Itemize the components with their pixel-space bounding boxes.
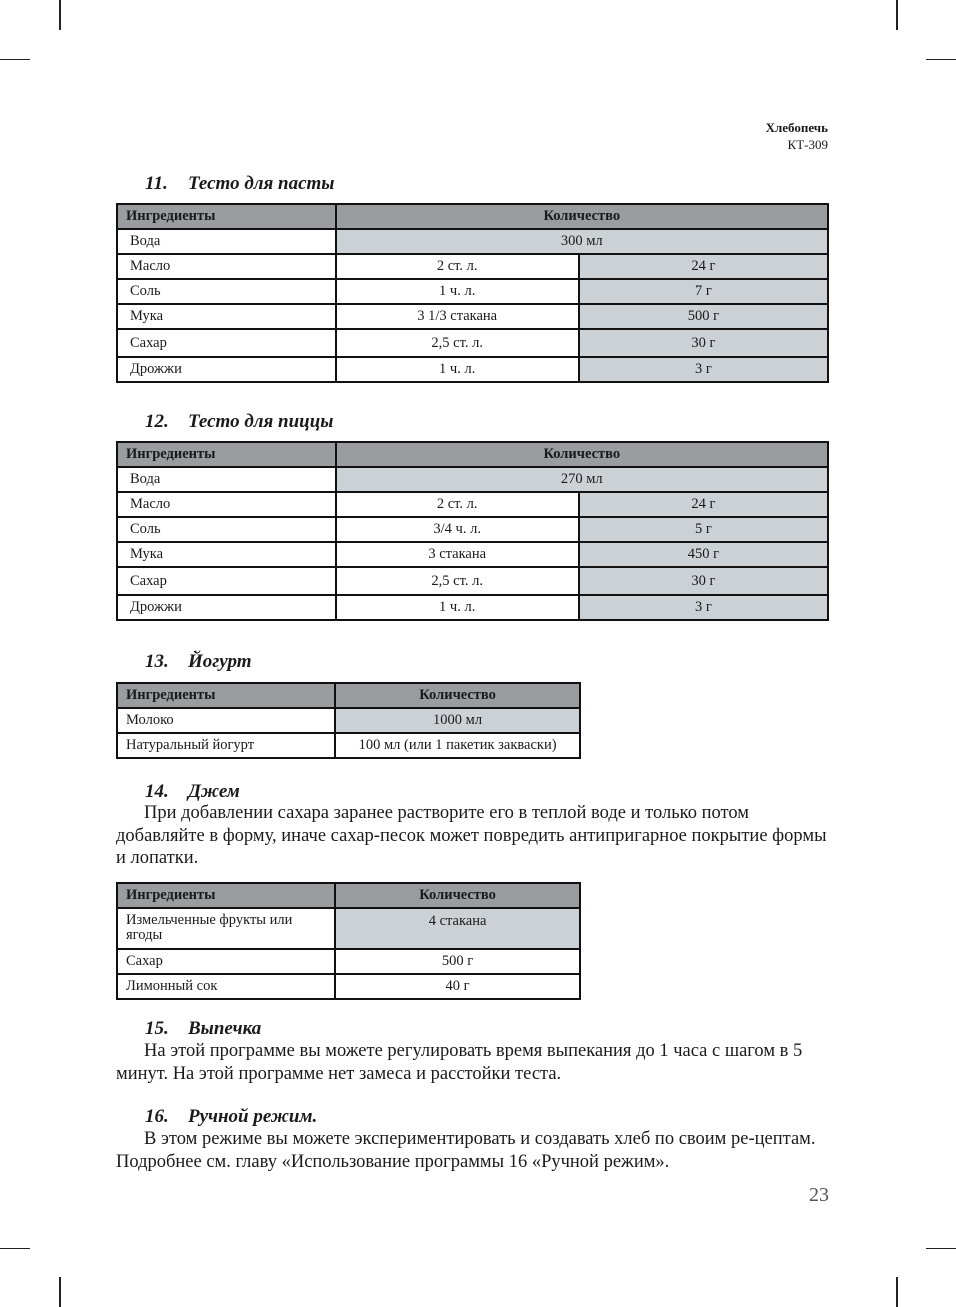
paragraph-text: При добавлении сахара заранее растворите его в теплой воде и только потом добавляйте в форму, иначе сахар-песок может повредить антипригарное покрытие формы и лопатки. [116,803,827,868]
volume-cell: 1 ч. л. [336,279,579,304]
table-header-row [117,442,828,467]
ingredient-cell: Сахар [117,567,336,595]
section-13-title [145,651,252,673]
section-15-title [145,1018,261,1040]
volume-cell: 2,5 ст. л. [336,567,579,595]
table-row [117,254,828,279]
ingredient-cell: Масло [117,492,336,517]
header-cell-quantity: Количество [336,204,828,229]
table-row [117,595,828,620]
ingredient-cell: Сахар [117,949,335,974]
header-cell-ingredients: Ингредиенты [117,442,336,467]
header-cell-quantity: Количество [335,883,580,908]
ingredient-cell: Мука [117,542,336,567]
page-header [766,119,828,153]
quantity-cell: 100 мл (или 1 пакетик закваски) [335,733,580,758]
volume-cell: 2 ст. л. [336,254,579,279]
table-row [117,517,828,542]
ingredient-cell: Вода [117,229,336,254]
crop-mark [59,0,61,30]
table-row [117,467,828,492]
ingredient-cell: Вода [117,467,336,492]
page-number: 23 [809,1184,829,1206]
ingredient-cell: Масло [117,254,336,279]
table-row [117,492,828,517]
weight-cell: 24 г [579,254,828,279]
quantity-cell: 300 мл [336,229,828,254]
ingredient-cell: Соль [117,517,336,542]
header-cell-ingredients: Ингредиенты [117,683,335,708]
section-title-text: Ручной режим. [188,1106,318,1127]
header-cell-ingredients: Ингредиенты [117,883,335,908]
product-name: Хлебопечь [765,120,828,135]
table-row [117,357,828,382]
header-cell-quantity: Количество [335,683,580,708]
table-row [117,708,580,733]
weight-cell: 24 г [579,492,828,517]
table-header-row [117,204,828,229]
weight-cell: 500 г [579,304,828,329]
weight-cell: 30 г [579,329,828,357]
ingredient-cell: Молоко [117,708,335,733]
quantity-cell: 4 стакана [335,908,580,949]
table-row [117,567,828,595]
table-row [117,304,828,329]
table-row [117,542,828,567]
section-number: 14. [145,781,169,802]
quantity-cell: 1000 мл [335,708,580,733]
crop-mark [896,0,898,30]
table-row [117,949,580,974]
paragraph-text: На этой программе вы можете регулировать время выпекания до 1 часа с шагом в 5 минут. На этой программе нет замеса и расстойки теста. [116,1041,803,1084]
volume-cell: 1 ч. л. [336,595,579,620]
table-header-row [117,683,580,708]
crop-mark [896,1277,898,1307]
table-header-row [117,883,580,908]
section-title-text: Тесто для пасты [188,173,335,194]
section-number: 11. [145,173,168,194]
pasta-dough-table [116,203,829,383]
section-number: 16. [145,1106,169,1127]
table-row [117,908,580,949]
crop-mark [0,59,30,60]
ingredient-cell: Сахар [117,329,336,357]
section-title-text: Йогурт [188,651,252,672]
crop-mark [0,1248,30,1249]
section-title-text: Джем [188,781,240,802]
weight-cell: 7 г [579,279,828,304]
volume-cell: 2 ст. л. [336,492,579,517]
ingredient-cell: Дрожжи [117,357,336,382]
section-title-text: Выпечка [188,1018,262,1039]
header-cell-ingredients: Ингредиенты [117,204,336,229]
crop-mark [59,1277,61,1307]
weight-cell: 450 г [579,542,828,567]
section-title-text: Тесто для пиццы [188,411,334,432]
baking-description [116,1040,831,1085]
weight-cell: 30 г [579,567,828,595]
section-number: 13. [145,651,169,672]
section-number: 15. [145,1018,169,1039]
volume-cell: 3 1/3 стакана [336,304,579,329]
quantity-cell: 500 г [335,949,580,974]
weight-cell: 3 г [579,595,828,620]
ingredient-cell: Мука [117,304,336,329]
ingredient-cell: Измельченные фрукты или ягоды [117,908,335,949]
ingredient-cell: Лимонный сок [117,974,335,999]
model-name: КТ-309 [787,137,828,152]
section-12-title [145,411,333,433]
volume-cell: 3/4 ч. л. [336,517,579,542]
crop-mark [926,59,956,60]
weight-cell: 5 г [579,517,828,542]
quantity-cell: 270 мл [336,467,828,492]
section-14-title [145,781,240,803]
table-row [117,733,580,758]
volume-cell: 3 стакана [336,542,579,567]
table-row [117,229,828,254]
crop-mark [926,1248,956,1249]
section-16-title [145,1106,317,1128]
table-row [117,329,828,357]
table-row [117,279,828,304]
quantity-cell: 40 г [335,974,580,999]
manual-mode-description [116,1128,831,1173]
table-row [117,974,580,999]
volume-cell: 1 ч. л. [336,357,579,382]
ingredient-cell: Соль [117,279,336,304]
volume-cell: 2,5 ст. л. [336,329,579,357]
paragraph-text: В этом режиме вы можете экспериментировать и создавать хлеб по своим ре-цептам. Подробнее см. главу «Использование программы 16 «Ручной режим». [116,1129,816,1172]
jam-instructions [116,802,831,870]
pizza-dough-table [116,441,829,621]
jam-table [116,882,581,1000]
header-cell-quantity: Количество [336,442,828,467]
ingredient-cell: Дрожжи [117,595,336,620]
ingredient-cell: Натуральный йогурт [117,733,335,758]
weight-cell: 3 г [579,357,828,382]
section-11-title [145,173,335,195]
yogurt-table [116,682,581,759]
section-number: 12. [145,411,169,432]
